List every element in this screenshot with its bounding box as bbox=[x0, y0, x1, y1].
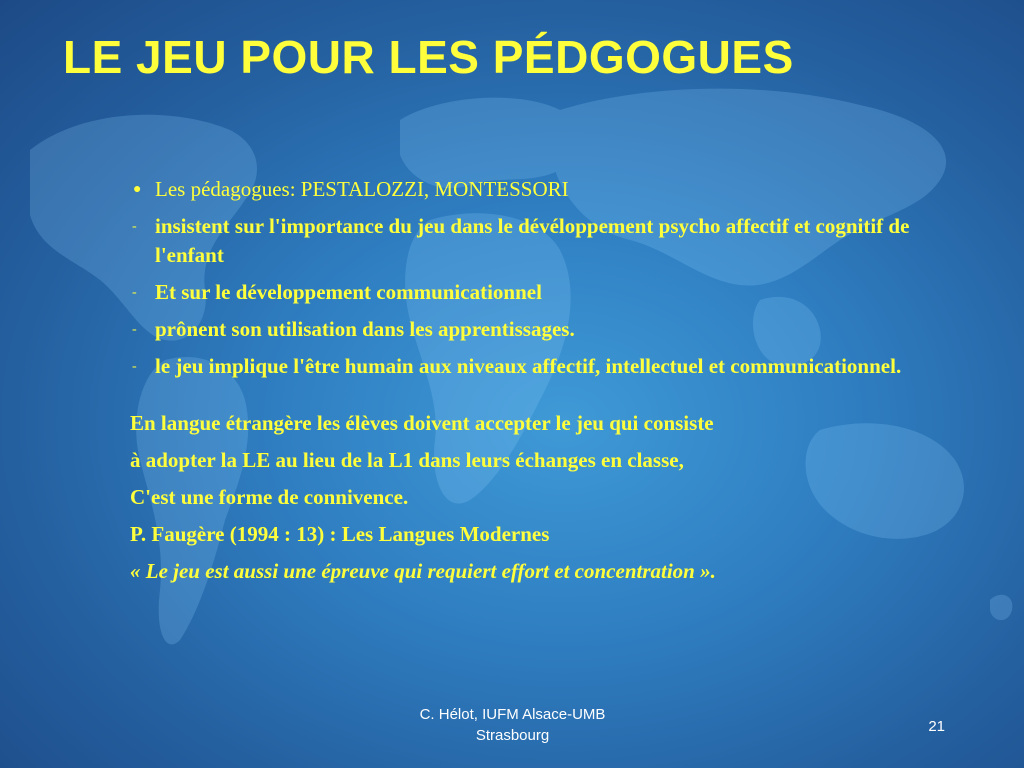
footer-line-2: Strasbourg bbox=[475, 727, 550, 744]
bullet-item bbox=[130, 175, 950, 204]
bullet-text: PESTALOZZI, MONTESSORI bbox=[300, 177, 569, 201]
paragraph-line: C'est une forme de connivence. bbox=[130, 485, 409, 509]
footer-author bbox=[380, 704, 645, 746]
bullet-text: le jeu implique l'être humain aux niveaux affectif, intellectuel et communicationnel. bbox=[155, 354, 902, 378]
slide-body bbox=[130, 175, 950, 594]
paragraph-line: En langue étrangère les élèves doivent accepter le jeu qui consiste bbox=[130, 411, 714, 435]
bullet-item bbox=[130, 278, 950, 307]
bullet-item bbox=[130, 315, 950, 344]
bullet-item bbox=[130, 212, 950, 270]
paragraph-block bbox=[130, 409, 950, 586]
bullet-text: prônent son utilisation dans les apprentissages. bbox=[155, 317, 575, 341]
bullet-text: Et sur le développement communicationnel bbox=[155, 280, 542, 304]
quote-line: « Le jeu est aussi une épreuve qui requiert effort et concentration ». bbox=[130, 559, 716, 583]
citation-line: P. Faugère (1994 : 13) : Les Langues Modernes bbox=[130, 522, 550, 546]
page-number: 21 bbox=[928, 718, 945, 735]
dash-marker-icon: - bbox=[132, 322, 137, 337]
footer-line-1: C. Hélot, IUFM Alsace-UMB bbox=[419, 706, 606, 723]
bullet-text: insistent sur l'importance du jeu dans le dévéloppement psycho affectif et cognitif de l'enfant bbox=[155, 214, 910, 267]
slide-title: LE JEU POUR LES PÉDGOGUES bbox=[63, 31, 794, 83]
bullet-item bbox=[130, 352, 950, 381]
bullet-dot-icon: ● bbox=[133, 182, 142, 197]
paragraph-line: à adopter la LE au lieu de la L1 dans leurs échanges en classe, bbox=[130, 448, 684, 472]
dash-marker-icon: - bbox=[132, 219, 137, 234]
dash-marker-icon: - bbox=[132, 285, 137, 300]
bullet-lead: Les pédagogues: bbox=[155, 177, 301, 201]
dash-marker-icon: - bbox=[132, 359, 137, 374]
